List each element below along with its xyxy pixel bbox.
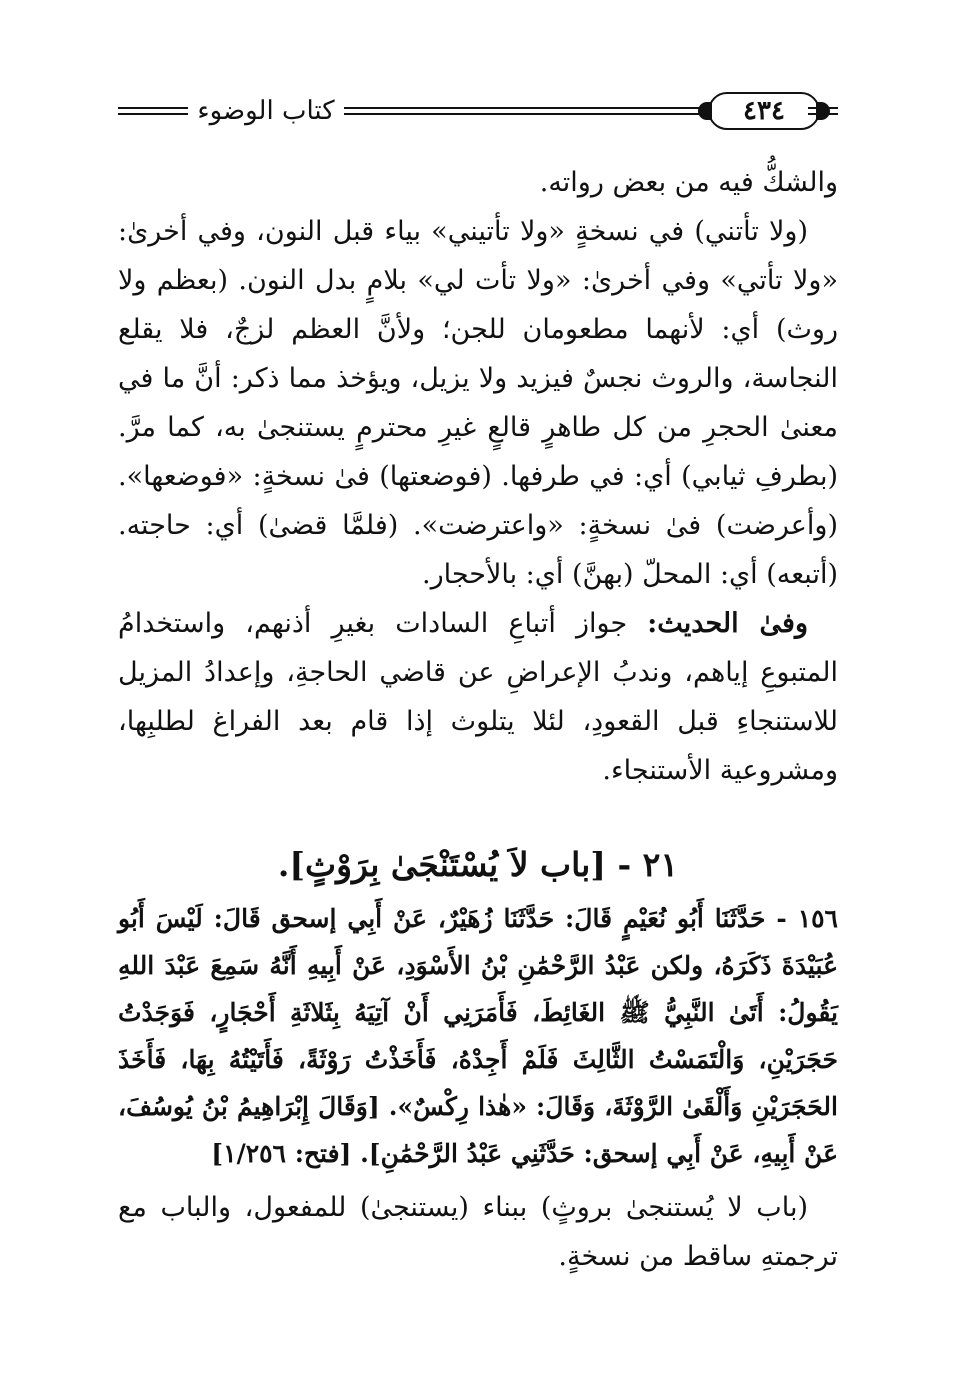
header-rule-left	[118, 106, 188, 116]
page-body	[118, 158, 838, 1281]
paragraph-continuation: والشكُّ فيه من بعض رواته.	[539, 167, 838, 198]
running-title: كتاب الوضوء	[197, 96, 335, 126]
benefits-text: جواز أتباعِ السادات بغيرِ أذنهم، واستخدامُ المتبوعِ إياهم، وندبُ الإعراضِ عن قاضي الحاجةِ، وإعدادُ المزيل للاستنجاءِ قبل القعودِ، لئلا يتلوث إذا قام بعد الفراغ لطلبِها، ومشروعية الأستنجاء.	[118, 608, 838, 786]
header-rule-right	[808, 106, 838, 116]
benefits-lead: وفىٰ الحديث:	[647, 608, 808, 639]
chapter-heading: ٢١ - [باب لاَ يُسْتَنْجَىٰ بِرَوْثٍ].	[277, 845, 679, 884]
paragraph-chapter-commentary: (باب لا يُستنجىٰ بروثٍ) ببناء (يستنجىٰ) للمفعول، والباب مع ترجمتهِ ساقط من نسخةٍ.	[118, 1192, 838, 1272]
page-header	[118, 92, 838, 132]
page-number-badge: ٤٣٤	[708, 92, 820, 130]
paragraph-commentary: (ولا تأتني) في نسخةٍ «ولا تأتيني» بياء قبل النون، وفي أخرىٰ: «ولا تأتي» وفي أخرىٰ: «ولا تأت لي» بلامٍ بدل النون. (بعظم ولا روث) أي: لأنهما مطعومان للجن؛ ولأنَّ العظم لزجٌ، فلا يقلع النجاسة، والروث نجسٌ فيزيد ولا يزيل، ويؤخذ مما ذكر: أنَّ ما في معنىٰ الحجرِ من كل طاهرٍ قالعٍ غيرِ محترمٍ يستنجىٰ به، كما مرَّ. (بطرفِ ثيابي) أي: في طرفها. (فوضعتها) فىٰ نسخةٍ: «فوضعها». (وأعرضت) فىٰ نسخةٍ: «واعترضت». (فلمَّا قضىٰ) أي: حاجته. (أتبعه) أي: المحلّ (بهنَّ) أي: بالأحجار.	[118, 216, 838, 590]
header-rule-middle	[344, 106, 736, 116]
hadith-text: ١٥٦ - حَدَّثَنَا أَبُو نُعَيْمٍ قَالَ: حَدَّثَنَا زُهَيْرٌ، عَنْ أَبِي إسحق قَالَ: لَيْسَ أَبُو عُبَيْدَةَ ذَكَرَهُ، ولكن عَبْدُ الرَّحْمَٰنِ بْنُ الأَسْوَدِ، عَنْ أَبِيهِ أَنَّهُ سَمِعَ عَبْدَ اللهِ يَقُولُ: أَتَىٰ النَّبِيُّ ﷺ الغَائِطَ، فَأَمَرَنِي أَنْ آتِيَهُ بِثَلاثَةِ أَحْجَارٍ، فَوَجَدْتُ حَجَرَيْنِ، وَالْتَمَسْتُ الثَّالِثَ فَلَمْ أَجِدْهُ، فَأَخَذْتُ رَوْثَةً، فَأَتَيْتُهُ بِهَا، فَأَخَذَ الحَجَرَيْنِ وَأَلْقَىٰ الرَّوْثَةَ، وَقَالَ: «هٰذا رِكْسٌ». [وَقَالَ إِبْرَاهِيمُ بْنُ يُوسُفَ، عَنْ أَبِيهِ، عَنْ أَبِي إسحق: حَدَّثَنِي عَبْدُ الرَّحْمَٰنِ]. [فتح: ١/٢٥٦]	[118, 904, 838, 1168]
paragraph-hadith-benefits	[118, 599, 838, 795]
